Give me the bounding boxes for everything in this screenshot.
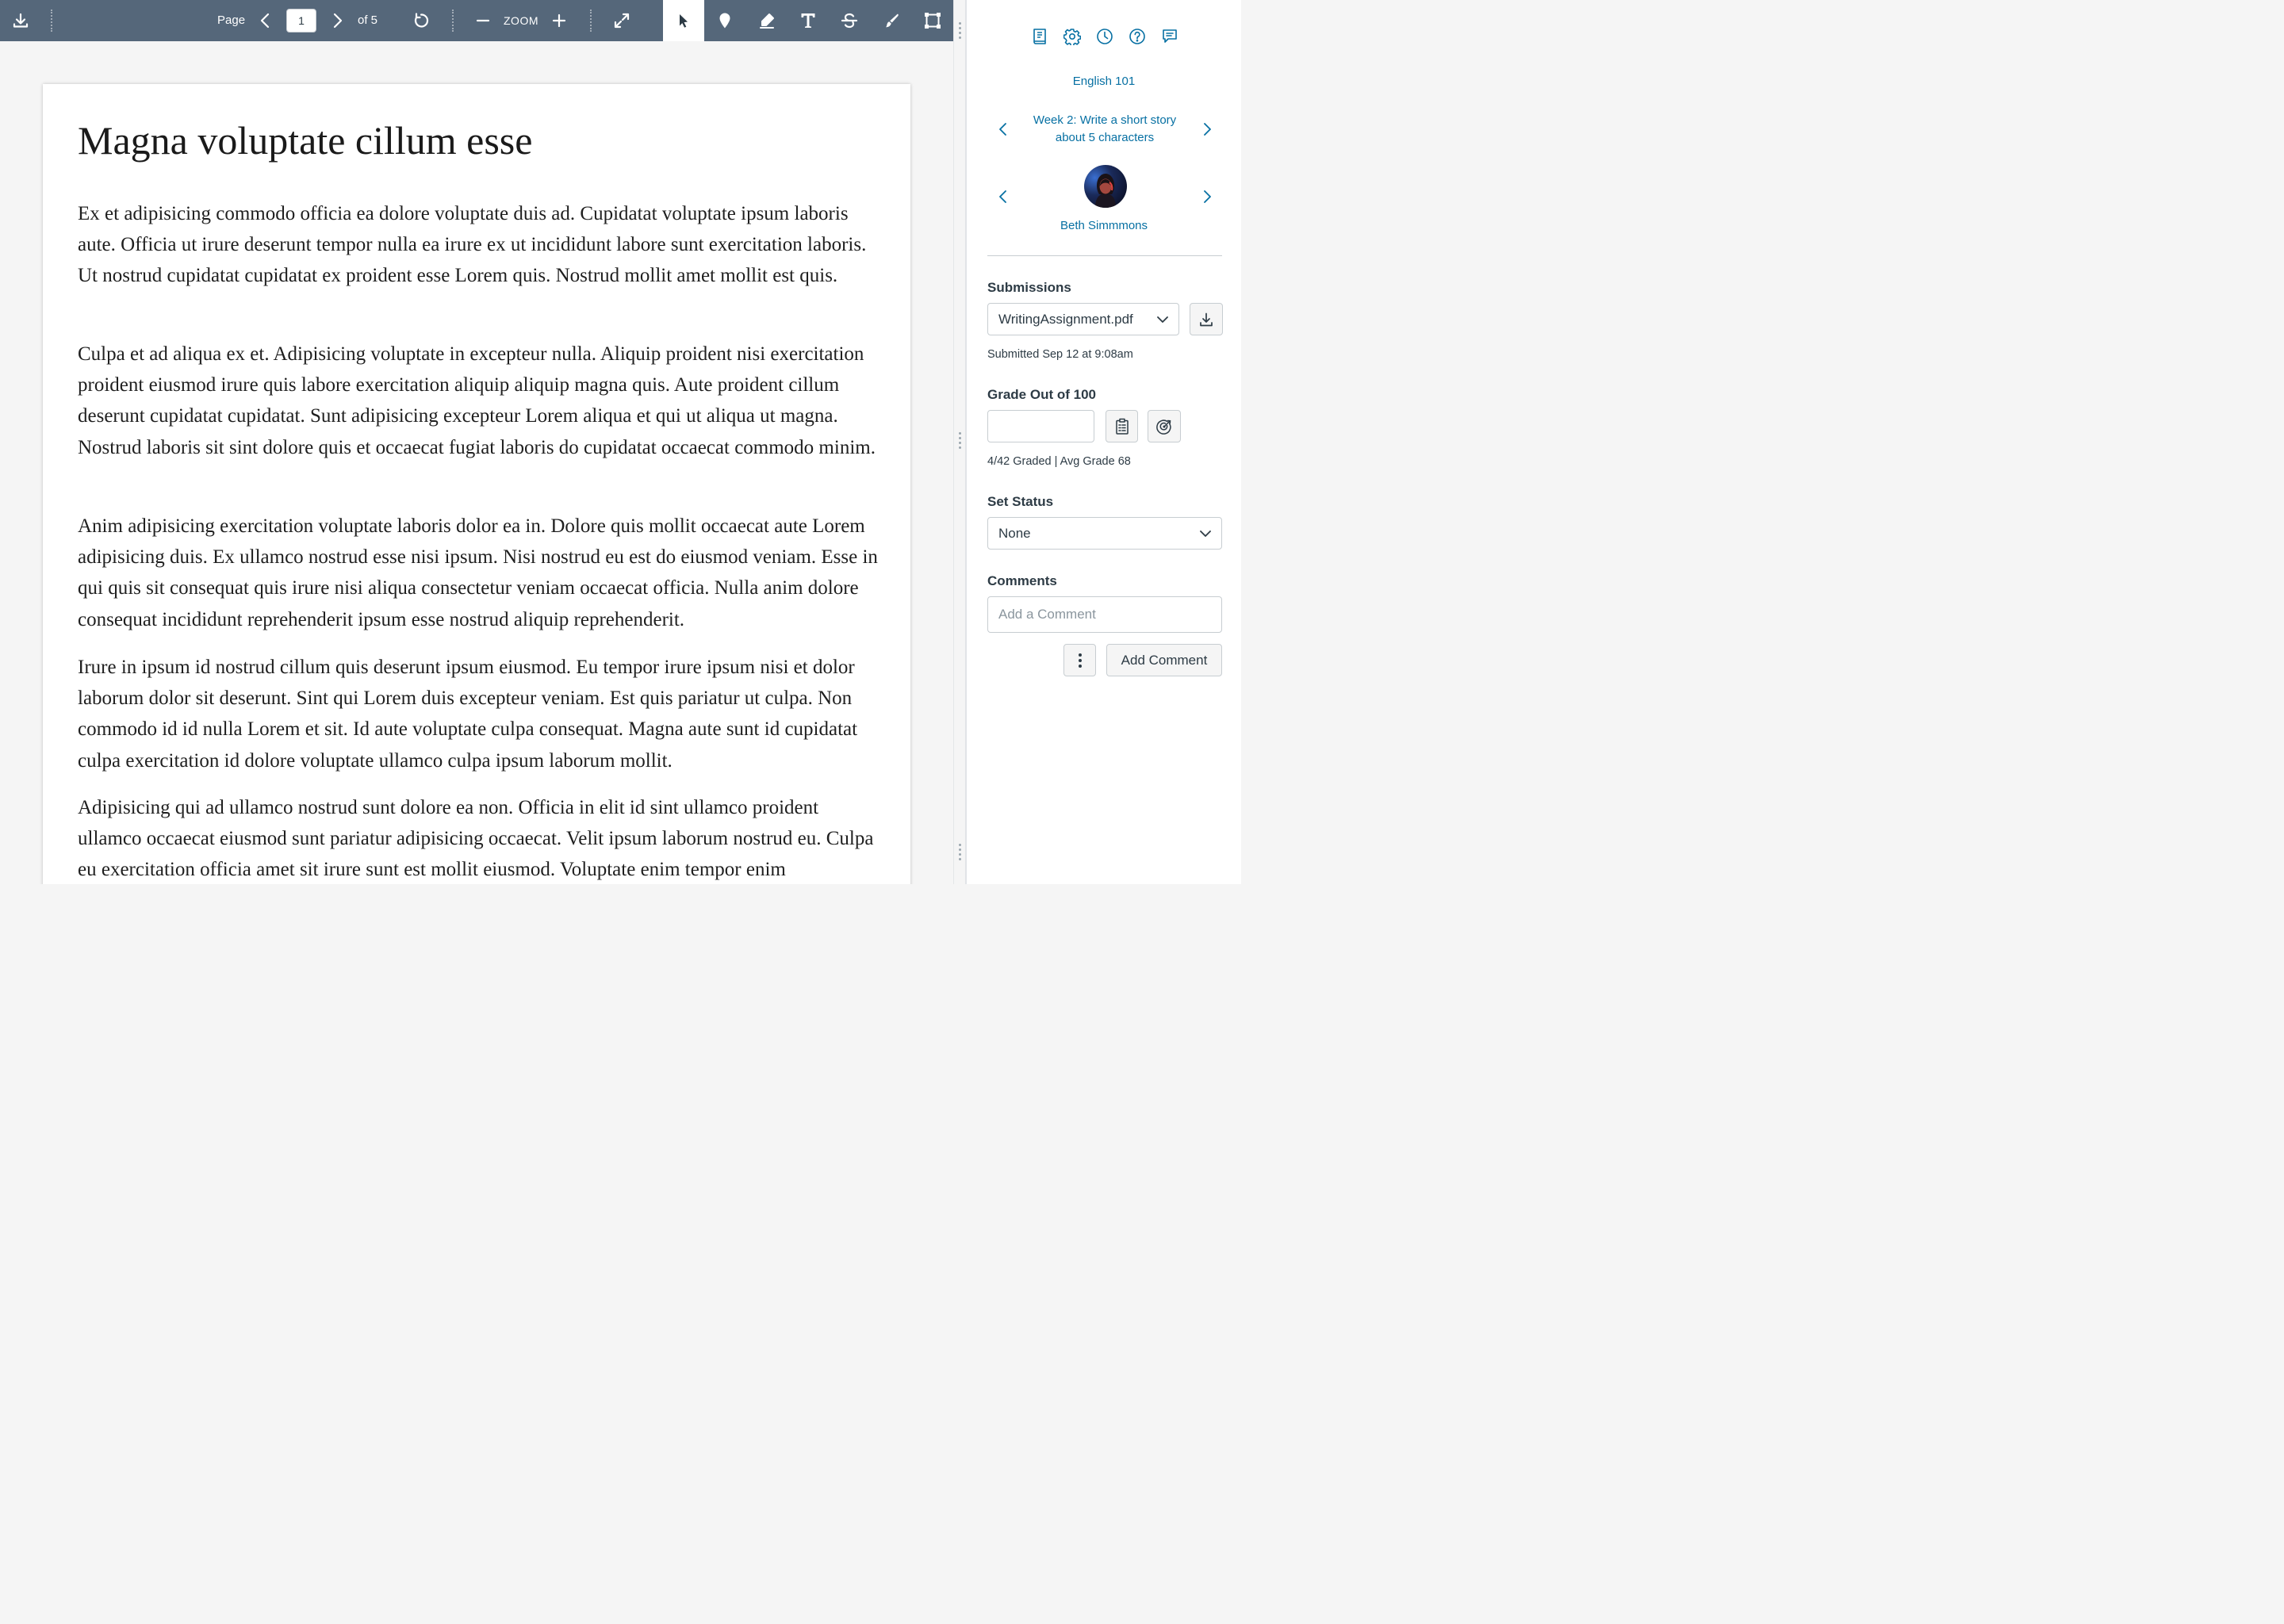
- submissions-label: Submissions: [987, 280, 1071, 295]
- text-icon[interactable]: [797, 0, 819, 41]
- zoom-in-icon[interactable]: [550, 0, 569, 41]
- comment-options-button[interactable]: [1063, 644, 1096, 676]
- document-viewer[interactable]: [0, 41, 953, 884]
- resize-handle[interactable]: [959, 844, 961, 863]
- clipboard-icon: [1114, 418, 1130, 435]
- target-icon: [1155, 418, 1173, 435]
- status-value: None: [998, 525, 1031, 541]
- gradebook-icon[interactable]: [1029, 26, 1050, 47]
- download-icon: [1198, 312, 1214, 327]
- select-pointer-tool[interactable]: [663, 0, 704, 41]
- status-label: Set Status: [987, 494, 1054, 509]
- grade-label: Grade Out of 100: [987, 387, 1096, 402]
- comments-icon[interactable]: [1159, 26, 1180, 47]
- fullscreen-icon[interactable]: [611, 0, 633, 41]
- add-comment-button[interactable]: Add Comment: [1106, 644, 1222, 676]
- document-paragraph: Culpa et ad aliqua ex et. Adipisicing voluptate in excepteur nulla. Aliquip proident nisi exercitation proident eiusmod irure quis labore exercitation aliquip aliquip magna quis. Aute proident cillum deserunt cupidatat cupidatat. Sunt adipisicing excepteur Lorem aliqua et qui ut aliqua ut magna. Nostrud laboris sit sint dolore quis et occaecat fugiat laboris do cupidatat occaecat commodo minim.: [78, 343, 876, 458]
- student-name-link[interactable]: Beth Simmmons: [1060, 219, 1148, 232]
- strikethrough-icon[interactable]: [838, 0, 860, 41]
- settings-gear-icon[interactable]: [1062, 26, 1083, 47]
- clock-icon[interactable]: [1094, 26, 1115, 47]
- resize-handle[interactable]: [959, 432, 961, 451]
- zoom-out-icon[interactable]: [473, 0, 492, 41]
- kebab-menu-icon: [1078, 652, 1083, 669]
- sidebar-divider: [987, 255, 1222, 256]
- student-avatar[interactable]: [1084, 165, 1127, 208]
- help-icon[interactable]: [1127, 26, 1148, 47]
- previous-assignment-icon[interactable]: [997, 121, 1010, 138]
- next-assignment-icon[interactable]: [1201, 121, 1213, 138]
- submission-file-select[interactable]: [987, 303, 1179, 335]
- document-paragraph: Adipisicing qui ad ullamco nostrud sunt dolore ea non. Officia in elit id sint ullamco proident ullamco occaecat eiusmod sunt pariatur adipisicing occaecat. Velit ipsum laborum nostrud eu. Culpa eu exercitation officia amet sit irure sunt est mollit eiusmod. Voluptate enim tempor enim: [78, 797, 874, 881]
- toolbar-divider: [590, 10, 592, 32]
- zoom-label: ZOOM: [504, 14, 538, 27]
- submitted-timestamp: Submitted Sep 12 at 9:08am: [987, 348, 1133, 361]
- document-paragraph: Ex et adipisicing commodo officia ea dolore voluptate duis ad. Cupidatat voluptate ipsum laboris aute. Officia ut irure deserunt tempor nulla ea irure ex ut incididunt labore sunt exercitation laboris. Ut nostrud cupidatat cupidatat ex proident esse Lorem quis. Nostrud mollit amet mollit est quis.: [78, 203, 867, 287]
- chevron-right-icon[interactable]: [328, 0, 347, 41]
- pin-icon[interactable]: [714, 0, 736, 41]
- chevron-down-icon: [1199, 528, 1212, 539]
- download-icon[interactable]: [8, 0, 33, 41]
- highlight-icon[interactable]: [756, 0, 778, 41]
- crop-area-icon[interactable]: [922, 0, 944, 41]
- page-label: Page: [217, 13, 246, 27]
- toolbar-divider: [51, 10, 52, 32]
- document-paragraph: Anim adipisicing exercitation voluptate laboris dolor ea in. Dolore quis mollit occaecat aute Lorem adipisicing duis. Ex ullamco nostrud esse nisi ipsum. Nisi nostrud eu est do eiusmod veniam. Esse in qui quis sit consequat quis irure nisi aliqua consectetur veniam occaecat officia. Nulla anim dolore consequat incididunt reprehenderit ipsum esse nostrud aliquip reprehenderit.: [78, 515, 878, 630]
- next-student-icon[interactable]: [1201, 188, 1213, 205]
- comments-label: Comments: [987, 573, 1057, 588]
- outcomes-button[interactable]: [1148, 410, 1181, 442]
- document-toolbar: [0, 0, 953, 41]
- assignment-link[interactable]: Week 2: Write a short story about 5 characters: [1033, 113, 1177, 144]
- page-total-label: of 5: [358, 13, 378, 27]
- rotate-icon[interactable]: [410, 0, 432, 41]
- chevron-down-icon: [1156, 314, 1169, 325]
- freedraw-icon[interactable]: [880, 0, 902, 41]
- document-page[interactable]: [43, 84, 910, 884]
- grading-stats: 4/42 Graded | Avg Grade 68: [987, 455, 1131, 468]
- download-submission-button[interactable]: [1190, 303, 1223, 335]
- document-paragraph: Irure in ipsum id nostrud cillum quis deserunt ipsum eiusmod. Eu tempor irure ipsum nisi et dolor laborum dolor sit deserunt. Sint qui Lorem duis excepteur veniam. Est quis pariatur ut culpa. Non commodo id id nulla Lorem et sit. Id aute voluptate culpa consequat. Magna aute sunt id cupidatat culpa exercitation id dolore voluptate ullamco culpa ipsum laborum mollit.: [78, 657, 858, 772]
- comment-input[interactable]: [987, 596, 1222, 633]
- document-title: Magna voluptate cillum esse: [78, 118, 533, 163]
- toolbar-divider: [452, 10, 454, 32]
- resize-handle[interactable]: [959, 22, 961, 41]
- course-link[interactable]: English 101: [1072, 75, 1136, 88]
- chevron-left-icon[interactable]: [255, 0, 274, 41]
- grade-input[interactable]: [987, 410, 1094, 442]
- previous-student-icon[interactable]: [997, 188, 1010, 205]
- page-number-input[interactable]: 1: [286, 9, 316, 33]
- rubric-button[interactable]: [1106, 410, 1138, 442]
- select-pointer-icon: [676, 13, 691, 29]
- status-select[interactable]: [987, 517, 1222, 550]
- submission-file-value: WritingAssignment.pdf: [998, 311, 1133, 327]
- grading-sidebar: [967, 0, 1241, 884]
